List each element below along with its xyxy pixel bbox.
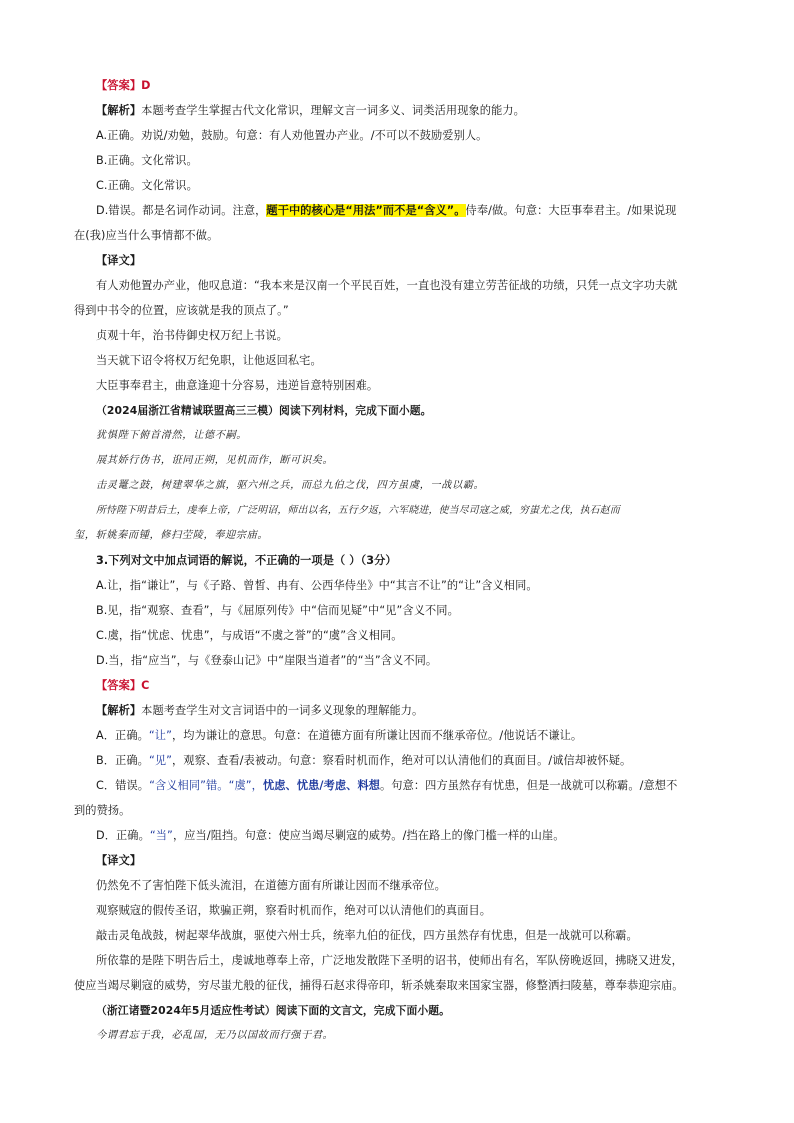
analysis-a: A．正确。“让”，均为谦让的意思。句意：在道德方面有所谦让因而不继承帝位。/他说话不谦让。 bbox=[96, 729, 583, 742]
translation-line: 有人劝他置办产业，他叹息道：“我本来是汉南一个平民百姓，一直也没有建立劳苦征战的功绩，只凭一点文字功夫就 bbox=[96, 279, 678, 292]
answer-value: C bbox=[141, 679, 150, 692]
question-option-b: B.见，指“观察、查看”，与《屈原列传》中“信而见疑”中“见”含义不同。 bbox=[96, 604, 459, 617]
translation-line: 当天就下诏令将权万纪免职，让他返回私宅。 bbox=[96, 354, 322, 367]
analysis-c-cont: 到的赞扬。 bbox=[74, 804, 131, 817]
translation-line: 使应当竭尽剿寇的威势，穷尽蚩尤般的征伐，捕得石赵求得帝印，斩杀姚秦取来国家宝器，修整洒扫陵墓，尊奉恭迎宗庙。 bbox=[74, 979, 684, 992]
highlight-note: 题干中的核心是“用法”而不是“含义”。 bbox=[266, 204, 466, 217]
question-stem: 3.下列对文中加点词语的解说，不正确的一项是（ ）（3分） bbox=[96, 554, 397, 567]
translation-line: 大臣事奉君主，曲意逢迎十分容易，违逆旨意特别困难。 bbox=[96, 379, 379, 392]
analysis-tag: 【解析】 bbox=[96, 104, 142, 117]
analysis-line-2: 【解析】本题考查学生对文言词语中的一词多义现象的理解能力。 bbox=[96, 704, 424, 717]
source-line: （浙江诸暨2024年5月适应性考试）阅读下面的文言文，完成下面小题。 bbox=[96, 1004, 451, 1017]
translation-line: 所依靠的是陛下明告后土，虔诚地尊奉上帝，广泛地发散陛下圣明的诏书，使师出有名，军队傍晚返回，拂晓又进发， bbox=[96, 954, 683, 967]
analysis-text: 本题考查学生掌握古代文化常识，理解文言一词多义、词类活用现象的能力。 bbox=[141, 104, 525, 117]
question-option-c: C.虞，指“忧虑、忧患”，与成语“不虞之誉”的“虞”含义相同。 bbox=[96, 629, 403, 642]
translation-line: 仍然免不了害怕陛下低头流泪，在道德方面有所谦让因而不继承帝位。 bbox=[96, 879, 446, 892]
translation-line: 敲击灵龟战鼓，树起翠华战旗，驱使六州士兵，统率九伯的征伐，四方虽然存有忧患，但是一战就可以称霸。 bbox=[96, 929, 638, 942]
passage-line: 今谓君忘于我，必乱国，无乃以国故而行强于君。 bbox=[96, 1030, 334, 1041]
passage-line: 所恃陛下明昔后土，虔奉上帝，广泛明诏，师出以名，五行夕返，六军晓进，使当尽司寇之威，穷蚩尤之伐，执石赵而 bbox=[96, 505, 620, 516]
question-option-d: D.当，指“应当”，与《登泰山记》中“崖限当道者”的“当”含义不同。 bbox=[96, 654, 438, 667]
option-d-explain-cont: 在(我)应当什么事情都不做。 bbox=[74, 229, 219, 242]
translation-line: 贞观十年，治书侍御史权万纪上书说。 bbox=[96, 329, 288, 342]
passage-line: 击灵鼍之鼓，树建翠华之旗，驱六州之兵，而总九伯之伐，四方虽虞，一战以霸。 bbox=[96, 480, 485, 491]
analysis-d: D．正确。“当”，应当/阻挡。句意：使应当竭尽剿寇的威势。/挡在路上的像门槛一样的山崖。 bbox=[96, 829, 565, 842]
option-c-explain: C.正确。文化常识。 bbox=[96, 179, 198, 192]
option-a-explain: A.正确。劝说/劝勉，鼓励。句意：有人劝他置办产业。/不可以不鼓励爱别人。 bbox=[96, 129, 488, 142]
passage-line: 犹惧陛下俯首滑然，让德不嗣。 bbox=[96, 430, 248, 441]
answer-value: D bbox=[141, 79, 151, 92]
option-d-explain: D.错误。都是名词作动词。注意，题干中的核心是“用法”而不是“含义”。侍奉/做。句意：大臣事奉君主。/如果说现 bbox=[96, 204, 677, 217]
analysis-line-1 bbox=[96, 103, 726, 119]
passage-line: 展其娇行伪书，诳同正朔，见机而作，断可识矣。 bbox=[96, 455, 334, 466]
source-line: （2024届浙江省精诚联盟高三三模）阅读下列材料，完成下面小题。 bbox=[96, 404, 432, 417]
translation-line: 观察贼寇的假传圣诏，欺骗正朔，察看时机而作，绝对可以认清他们的真面目。 bbox=[96, 904, 492, 917]
translation-line: 得到中书令的位置，应该就是我的顶点了。” bbox=[74, 304, 289, 317]
analysis-b: B．正确。“见”，观察、查看/表被动。句意：察看时机而作，绝对可以认清他们的真面目。/诚信却被怀疑。 bbox=[96, 754, 632, 767]
question-option-a: A.让，指“谦让”，与《子路、曾皙、冉有、公西华侍坐》中“其言不让”的“让”含义相同。 bbox=[96, 579, 538, 592]
translation-tag: 【译文】 bbox=[96, 854, 142, 867]
analysis-c: C．错误。“含义相同”错。“虞”，忧虑、忧患/考虑、料想。句意：四方虽然存有忧患，但是一战就可以称霸。/意想不 bbox=[96, 779, 678, 792]
answer-tag: 【答案】 bbox=[96, 79, 142, 92]
translation-tag: 【译文】 bbox=[96, 254, 142, 267]
answer-line-1 bbox=[96, 78, 726, 94]
answer-line-2: 【答案】C bbox=[96, 679, 150, 692]
option-b-explain: B.正确。文化常识。 bbox=[96, 154, 198, 167]
passage-line: 玺，斩姚秦而锺，修扫茔陵，奉迎宗庙。 bbox=[74, 530, 269, 541]
